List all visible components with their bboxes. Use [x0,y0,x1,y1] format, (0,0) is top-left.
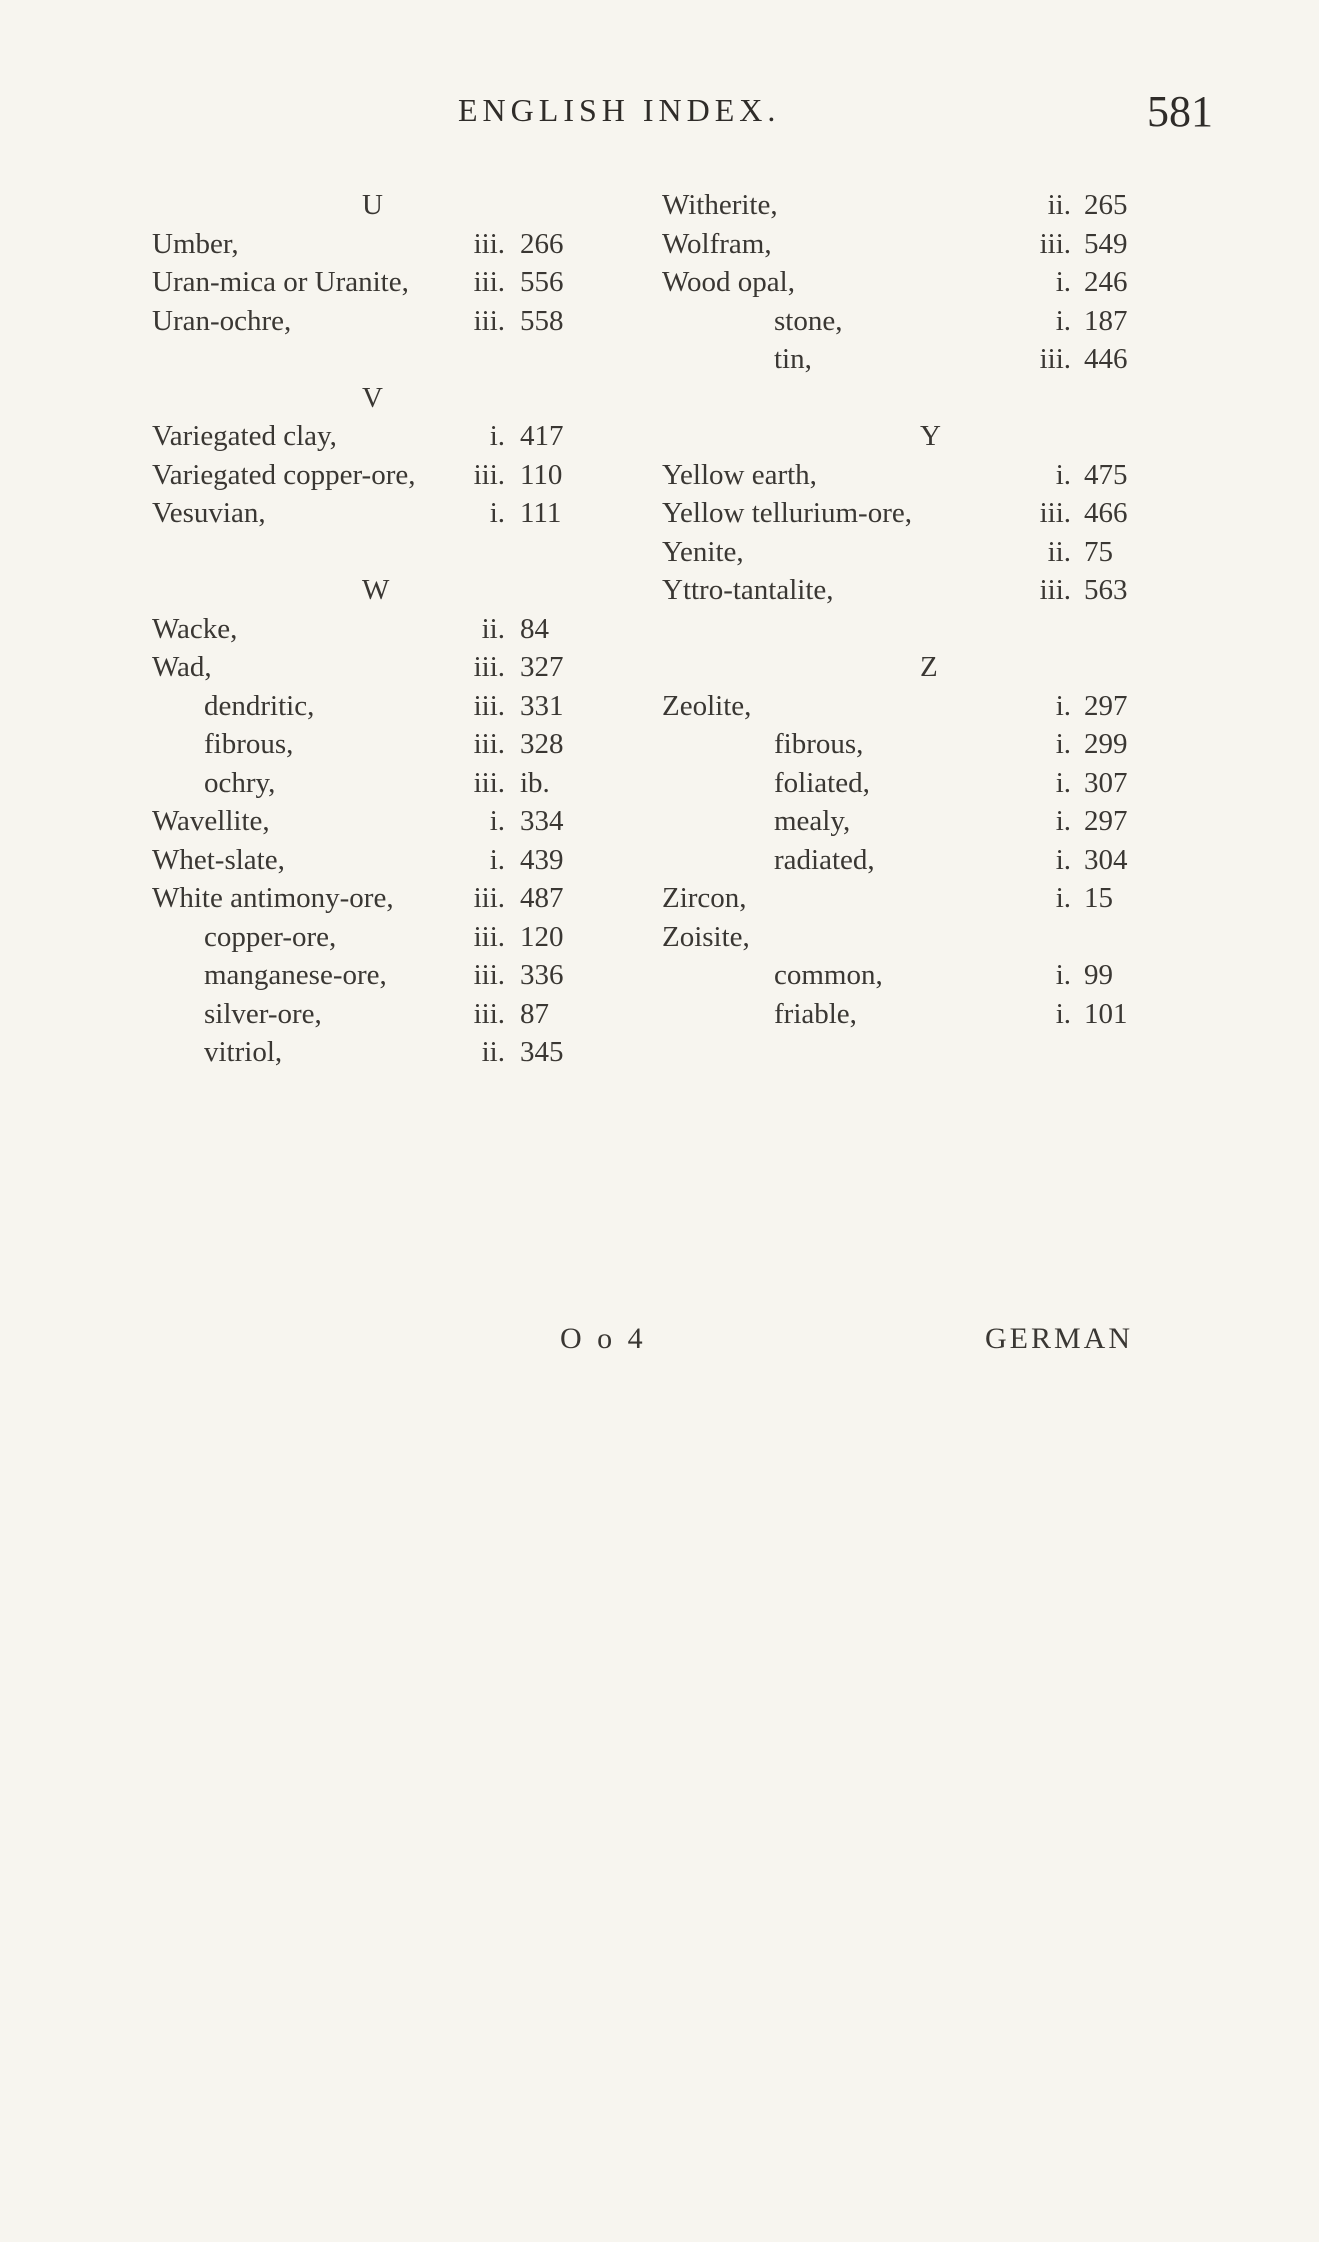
entry-volume: i. [1055,997,1071,1030]
section-letter-text: Y [920,420,941,452]
entry-volume: i. [1055,266,1071,298]
section-letter [152,186,652,225]
index-entry [152,687,652,726]
entry-volume: i. [1055,882,1071,914]
entry-term: Witherite, [662,189,778,221]
index-entry [662,456,1202,495]
index-entry [152,725,652,764]
section-gap [152,533,652,572]
signature-mark: O o 4 [560,1322,647,1355]
entry-volume: i. [1055,728,1071,760]
entry-term: tin, [774,343,812,375]
entry-term: dendritic, [204,689,315,722]
entry-page: 328 [520,728,564,760]
entry-term: Wavellite, [152,805,270,837]
entry-volume: iii. [473,766,505,799]
index-entry [662,533,1202,572]
entry-term: Wood opal, [662,266,795,298]
index-entry [152,956,652,995]
index-entry [152,802,652,841]
index-entry [662,879,1202,918]
entry-volume: iii. [473,689,505,722]
index-entry [152,225,652,264]
section-letter-text: V [362,381,383,414]
index-entry [152,648,652,687]
entry-volume: iii. [473,882,505,914]
entry-page: 101 [1084,997,1128,1030]
entry-volume: ii. [1047,189,1071,221]
entry-page: 439 [520,843,564,876]
entry-term: Uran-ochre, [152,304,292,337]
entry-page: 84 [520,612,549,645]
entry-volume: iii. [1039,227,1071,260]
entry-term: Wolfram, [662,227,772,260]
entry-page: 99 [1084,959,1113,991]
section-letter [152,379,652,418]
index-entry [662,918,1202,957]
entry-volume: iii. [473,266,505,298]
entry-page: 110 [520,458,563,491]
index-entry [662,263,1202,302]
entry-term: Variegated copper-ore, [152,458,416,491]
entry-page: 75 [1084,535,1113,568]
index-entry [152,263,652,302]
entry-volume: iii. [1039,343,1071,375]
entry-volume: iii. [473,997,505,1030]
entry-term: foliated, [774,766,870,799]
section-gap [152,340,652,379]
entry-term: Yellow tellurium-ore, [662,497,912,529]
index-entry [152,610,652,649]
entry-term: Uran-mica or Uranite, [152,266,409,298]
entry-volume: i. [1055,959,1071,991]
index-entry [662,687,1202,726]
entry-page: 307 [1084,766,1128,799]
entry-volume: i. [1055,689,1071,722]
entry-term: fibrous, [774,728,864,760]
entry-page: 297 [1084,689,1128,722]
entry-term: Vesuvian, [152,497,266,529]
entry-page: 265 [1084,189,1128,221]
entry-volume: iii. [473,728,505,760]
entry-page: 246 [1084,266,1128,298]
section-letter-text: Z [920,651,938,683]
entry-page: 558 [520,304,564,337]
entry-volume: i. [489,843,505,876]
entry-term: Variegated clay, [152,420,337,452]
entry-volume: i. [489,497,505,529]
entry-term: Whet-slate, [152,843,285,876]
entry-page: 304 [1084,843,1128,876]
entry-volume: iii. [473,959,505,991]
entry-page: 556 [520,266,564,298]
index-entry [152,918,652,957]
entry-term: friable, [774,997,857,1030]
entry-volume: i. [1055,766,1071,799]
left-index-column [152,186,652,1072]
entry-volume: iii. [473,304,505,337]
entry-page: 331 [520,689,564,722]
index-entry [152,879,652,918]
index-entry [152,995,652,1034]
entry-page: 549 [1084,227,1128,260]
entry-page: 299 [1084,728,1128,760]
entry-page: 466 [1084,497,1128,529]
entry-page: 334 [520,805,564,837]
index-entry [152,417,652,456]
entry-page: 446 [1084,343,1128,375]
entry-page: 111 [520,497,562,529]
entry-page: 15 [1084,882,1113,914]
entry-term: radiated, [774,843,875,876]
entry-term: Wacke, [152,612,238,645]
index-entry [152,494,652,533]
entry-term: Zircon, [662,882,747,914]
entry-page: 87 [520,997,549,1030]
entry-page: 345 [520,1036,564,1068]
entry-page: 475 [1084,458,1128,491]
catchword: GERMAN [985,1322,1134,1355]
entry-page: 563 [1084,574,1128,606]
entry-volume: i. [1055,843,1071,876]
entry-term: fibrous, [204,728,294,760]
entry-term: Zeolite, [662,689,752,722]
index-entry [152,841,652,880]
running-head: ENGLISH INDEX. [458,92,781,128]
entry-volume: iii. [473,458,505,491]
entry-page: 327 [520,651,564,683]
index-entry [662,186,1202,225]
entry-term: Yellow earth, [662,458,817,491]
entry-page: ib. [520,766,550,799]
entry-term: Umber, [152,227,239,260]
entry-volume: iii. [1039,574,1071,606]
section-letter [152,571,652,610]
section-gap [662,379,1202,418]
entry-term: Zoisite, [662,920,750,953]
entry-term: stone, [774,304,843,337]
entry-term: common, [774,959,883,991]
entry-volume: iii. [473,227,505,260]
entry-page: 120 [520,920,564,953]
index-entry [662,956,1202,995]
index-entry [662,494,1202,533]
entry-term: silver-ore, [204,997,322,1030]
index-entry [152,456,652,495]
entry-volume: iii. [1039,497,1071,529]
right-index-column [662,186,1202,1033]
entry-term: manganese-ore, [204,959,387,991]
entry-volume: iii. [473,920,505,953]
section-letter [662,648,1202,687]
index-entry [662,841,1202,880]
entry-page: 336 [520,959,564,991]
index-entry [662,725,1202,764]
entry-volume: i. [489,420,505,452]
index-entry [152,764,652,803]
index-entry [662,571,1202,610]
entry-term: vitriol, [204,1036,283,1068]
section-letter-text: U [362,189,383,221]
index-entry [662,340,1202,379]
entry-term: Yenite, [662,535,744,568]
entry-volume: ii. [481,1036,505,1068]
entry-volume: i. [489,805,505,837]
entry-volume: ii. [481,612,505,645]
entry-term: White antimony-ore, [152,882,394,914]
section-letter [662,417,1202,456]
index-entry [662,995,1202,1034]
index-entry [152,1033,652,1072]
entry-volume: ii. [1047,535,1071,568]
entry-page: 487 [520,882,564,914]
entry-page: 266 [520,227,564,260]
index-entry [662,802,1202,841]
entry-volume: iii. [473,651,505,683]
page-number: 581 [1147,87,1213,136]
entry-term: Wad, [152,651,212,683]
section-letter-text: W [362,574,390,606]
index-entry [152,302,652,341]
entry-page: 297 [1084,805,1128,837]
entry-term: copper-ore, [204,920,337,953]
entry-term: mealy, [774,805,851,837]
entry-term: ochry, [204,766,276,799]
index-entry [662,302,1202,341]
entry-volume: i. [1055,304,1071,337]
entry-page: 187 [1084,304,1128,337]
entry-volume: i. [1055,805,1071,837]
index-entry [662,225,1202,264]
index-entry [662,764,1202,803]
entry-volume: i. [1055,458,1071,491]
entry-term: Yttro-tantalite, [662,574,834,606]
section-gap [662,610,1202,649]
entry-page: 417 [520,420,564,452]
